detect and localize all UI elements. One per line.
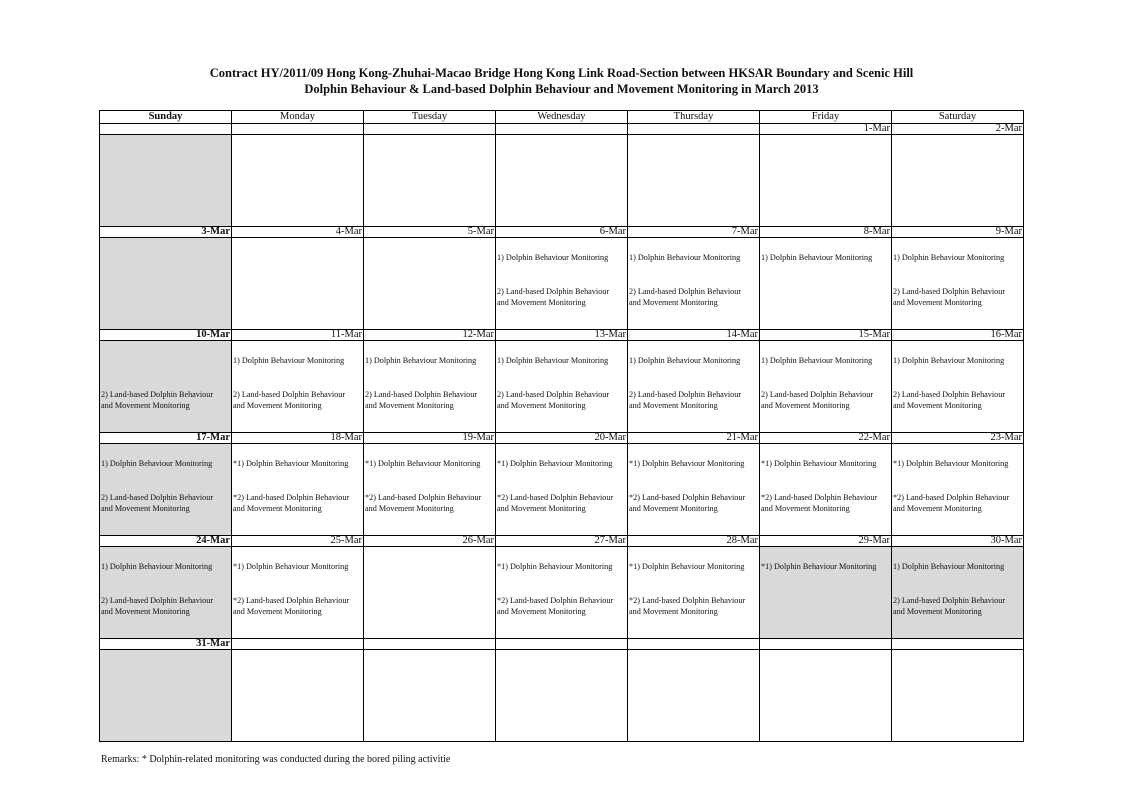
date-label: 4-Mar	[232, 227, 364, 238]
date-label: 25-Mar	[232, 536, 364, 547]
land-based-monitoring-entry: 2) Land-based Dolphin Behaviour and Movement Monitoring	[101, 493, 214, 513]
dolphin-behaviour-entry: 1) Dolphin Behaviour Monitoring	[893, 253, 1005, 262]
land-based-monitoring-entry: 2) Land-based Dolphin Behaviour and Movement Monitoring	[761, 390, 874, 410]
day-cell	[892, 238, 1024, 330]
date-label: 19-Mar	[364, 433, 496, 444]
date-label: 18-Mar	[232, 433, 364, 444]
dolphin-behaviour-entry: 1) Dolphin Behaviour Monitoring	[497, 356, 609, 365]
weekday-header-tuesday: Tuesday	[364, 111, 496, 124]
weekday-header-friday: Friday	[760, 111, 892, 124]
day-cell	[232, 547, 364, 639]
day-cell	[628, 650, 760, 742]
day-cell	[892, 341, 1024, 433]
land-based-monitoring-entry: 2) Land-based Dolphin Behaviour and Movement Monitoring	[629, 390, 742, 410]
date-label: 14-Mar	[628, 330, 760, 341]
dolphin-behaviour-entry: 1) Dolphin Behaviour Monitoring	[101, 459, 213, 468]
dolphin-behaviour-entry: 1) Dolphin Behaviour Monitoring	[893, 356, 1005, 365]
date-label	[100, 124, 232, 135]
activity-row	[100, 650, 1024, 742]
date-label	[364, 124, 496, 135]
day-cell	[760, 650, 892, 742]
dolphin-behaviour-entry: *1) Dolphin Behaviour Monitoring	[497, 459, 613, 468]
date-label: 28-Mar	[628, 536, 760, 547]
date-label	[628, 124, 760, 135]
activity-row	[100, 135, 1024, 227]
date-label: 12-Mar	[364, 330, 496, 341]
document-subtitle: Dolphin Behaviour & Land-based Dolphin Behaviour and Movement Monitoring in March 2013	[304, 82, 819, 96]
day-cell	[100, 135, 232, 227]
day-cell	[892, 547, 1024, 639]
date-row	[100, 433, 1024, 444]
date-label: 16-Mar	[892, 330, 1024, 341]
date-label	[496, 124, 628, 135]
land-based-monitoring-entry: 2) Land-based Dolphin Behaviour and Movement Monitoring	[629, 287, 742, 307]
activity-row	[100, 444, 1024, 536]
day-cell	[100, 547, 232, 639]
land-based-monitoring-entry: 2) Land-based Dolphin Behaviour and Movement Monitoring	[893, 596, 1006, 616]
monitoring-calendar	[99, 110, 1024, 742]
date-label: 23-Mar	[892, 433, 1024, 444]
date-label: 13-Mar	[496, 330, 628, 341]
day-cell	[760, 135, 892, 227]
day-cell	[364, 238, 496, 330]
date-label	[892, 639, 1024, 650]
date-label	[232, 639, 364, 650]
date-row	[100, 227, 1024, 238]
day-cell	[364, 135, 496, 227]
date-label	[364, 639, 496, 650]
date-row	[100, 330, 1024, 341]
dolphin-behaviour-entry: *1) Dolphin Behaviour Monitoring	[761, 459, 877, 468]
date-label: 24-Mar	[100, 536, 232, 547]
land-based-monitoring-entry: *2) Land-based Dolphin Behaviour and Movement Monitoring	[893, 493, 1010, 513]
day-cell	[232, 341, 364, 433]
day-cell	[628, 238, 760, 330]
dolphin-behaviour-entry: 1) Dolphin Behaviour Monitoring	[497, 253, 609, 262]
land-based-monitoring-entry: *2) Land-based Dolphin Behaviour and Movement Monitoring	[497, 596, 614, 616]
day-cell	[892, 135, 1024, 227]
date-label: 9-Mar	[892, 227, 1024, 238]
day-cell	[760, 341, 892, 433]
date-label: 10-Mar	[100, 330, 232, 341]
date-label: 21-Mar	[628, 433, 760, 444]
date-label: 8-Mar	[760, 227, 892, 238]
day-cell	[628, 444, 760, 536]
date-label: 30-Mar	[892, 536, 1024, 547]
day-cell	[100, 650, 232, 742]
day-cell	[364, 444, 496, 536]
day-cell	[892, 650, 1024, 742]
date-label: 6-Mar	[496, 227, 628, 238]
land-based-monitoring-entry: *2) Land-based Dolphin Behaviour and Movement Monitoring	[233, 493, 350, 513]
weekday-header-monday: Monday	[232, 111, 364, 124]
day-cell	[760, 238, 892, 330]
activity-row	[100, 341, 1024, 433]
day-cell	[100, 444, 232, 536]
dolphin-behaviour-entry: *1) Dolphin Behaviour Monitoring	[365, 459, 481, 468]
dolphin-behaviour-entry: 1) Dolphin Behaviour Monitoring	[629, 253, 741, 262]
day-cell	[232, 238, 364, 330]
date-label: 11-Mar	[232, 330, 364, 341]
dolphin-behaviour-entry: *1) Dolphin Behaviour Monitoring	[233, 459, 349, 468]
day-cell	[364, 547, 496, 639]
weekday-header-sunday: Sunday	[100, 111, 232, 124]
land-based-monitoring-entry: 2) Land-based Dolphin Behaviour and Movement Monitoring	[497, 287, 610, 307]
day-cell	[232, 135, 364, 227]
activity-row	[100, 547, 1024, 639]
day-cell	[496, 135, 628, 227]
date-label	[628, 639, 760, 650]
day-cell	[364, 341, 496, 433]
date-label: 22-Mar	[760, 433, 892, 444]
day-cell	[364, 650, 496, 742]
day-cell	[496, 650, 628, 742]
dolphin-behaviour-entry: *1) Dolphin Behaviour Monitoring	[761, 562, 877, 571]
weekday-header-saturday: Saturday	[892, 111, 1024, 124]
date-label: 7-Mar	[628, 227, 760, 238]
land-based-monitoring-entry: 2) Land-based Dolphin Behaviour and Movement Monitoring	[893, 287, 1006, 307]
dolphin-behaviour-entry: *1) Dolphin Behaviour Monitoring	[497, 562, 613, 571]
dolphin-behaviour-entry: 1) Dolphin Behaviour Monitoring	[101, 562, 213, 571]
date-row	[100, 124, 1024, 135]
dolphin-behaviour-entry: 1) Dolphin Behaviour Monitoring	[233, 356, 345, 365]
day-cell	[628, 341, 760, 433]
date-label: 1-Mar	[760, 124, 892, 135]
dolphin-behaviour-entry: 1) Dolphin Behaviour Monitoring	[893, 562, 1005, 571]
dolphin-behaviour-entry: 1) Dolphin Behaviour Monitoring	[365, 356, 477, 365]
date-label: 15-Mar	[760, 330, 892, 341]
date-label: 31-Mar	[100, 639, 232, 650]
weekday-header-thursday: Thursday	[628, 111, 760, 124]
weekday-header-wednesday: Wednesday	[496, 111, 628, 124]
date-row	[100, 639, 1024, 650]
day-cell	[760, 444, 892, 536]
date-label: 3-Mar	[100, 227, 232, 238]
activity-row	[100, 238, 1024, 330]
dolphin-behaviour-entry: 1) Dolphin Behaviour Monitoring	[761, 356, 873, 365]
land-based-monitoring-entry: *2) Land-based Dolphin Behaviour and Movement Monitoring	[233, 596, 350, 616]
day-cell	[496, 444, 628, 536]
remarks-note: Remarks: * Dolphin-related monitoring was conducted during the bored piling activitie	[101, 754, 451, 765]
date-row	[100, 536, 1024, 547]
date-label: 5-Mar	[364, 227, 496, 238]
dolphin-behaviour-entry: *1) Dolphin Behaviour Monitoring	[629, 459, 745, 468]
date-label	[232, 124, 364, 135]
date-label: 26-Mar	[364, 536, 496, 547]
document-title: Contract HY/2011/09 Hong Kong-Zhuhai-Macao Bridge Hong Kong Link Road-Section between HKSAR Boundary and Scenic Hill	[209, 66, 914, 80]
land-based-monitoring-entry: *2) Land-based Dolphin Behaviour and Movement Monitoring	[365, 493, 482, 513]
day-cell	[496, 341, 628, 433]
day-cell	[760, 547, 892, 639]
day-cell	[496, 238, 628, 330]
date-label: 20-Mar	[496, 433, 628, 444]
land-based-monitoring-entry: 2) Land-based Dolphin Behaviour and Movement Monitoring	[101, 596, 214, 616]
calendar-weeks	[100, 124, 1024, 742]
land-based-monitoring-entry: 2) Land-based Dolphin Behaviour and Movement Monitoring	[893, 390, 1006, 410]
weekday-header-row	[100, 111, 1024, 124]
land-based-monitoring-entry: *2) Land-based Dolphin Behaviour and Movement Monitoring	[761, 493, 878, 513]
date-label	[496, 639, 628, 650]
land-based-monitoring-entry: 2) Land-based Dolphin Behaviour and Movement Monitoring	[365, 390, 478, 410]
dolphin-behaviour-entry: 1) Dolphin Behaviour Monitoring	[629, 356, 741, 365]
day-cell	[232, 444, 364, 536]
date-label: 29-Mar	[760, 536, 892, 547]
day-cell	[100, 341, 232, 433]
dolphin-behaviour-entry: *1) Dolphin Behaviour Monitoring	[233, 562, 349, 571]
day-cell	[100, 238, 232, 330]
dolphin-behaviour-entry: *1) Dolphin Behaviour Monitoring	[893, 459, 1009, 468]
dolphin-behaviour-entry: 1) Dolphin Behaviour Monitoring	[761, 253, 873, 262]
date-label	[760, 639, 892, 650]
land-based-monitoring-entry: 2) Land-based Dolphin Behaviour and Movement Monitoring	[497, 390, 610, 410]
day-cell	[628, 547, 760, 639]
day-cell	[892, 444, 1024, 536]
dolphin-behaviour-entry: *1) Dolphin Behaviour Monitoring	[629, 562, 745, 571]
land-based-monitoring-entry: 2) Land-based Dolphin Behaviour and Movement Monitoring	[233, 390, 346, 410]
date-label: 27-Mar	[496, 536, 628, 547]
date-label: 2-Mar	[892, 124, 1024, 135]
land-based-monitoring-entry: *2) Land-based Dolphin Behaviour and Movement Monitoring	[629, 493, 746, 513]
land-based-monitoring-entry: 2) Land-based Dolphin Behaviour and Movement Monitoring	[101, 390, 214, 410]
date-label: 17-Mar	[100, 433, 232, 444]
day-cell	[232, 650, 364, 742]
day-cell	[496, 547, 628, 639]
land-based-monitoring-entry: *2) Land-based Dolphin Behaviour and Movement Monitoring	[497, 493, 614, 513]
land-based-monitoring-entry: *2) Land-based Dolphin Behaviour and Movement Monitoring	[629, 596, 746, 616]
day-cell	[628, 135, 760, 227]
